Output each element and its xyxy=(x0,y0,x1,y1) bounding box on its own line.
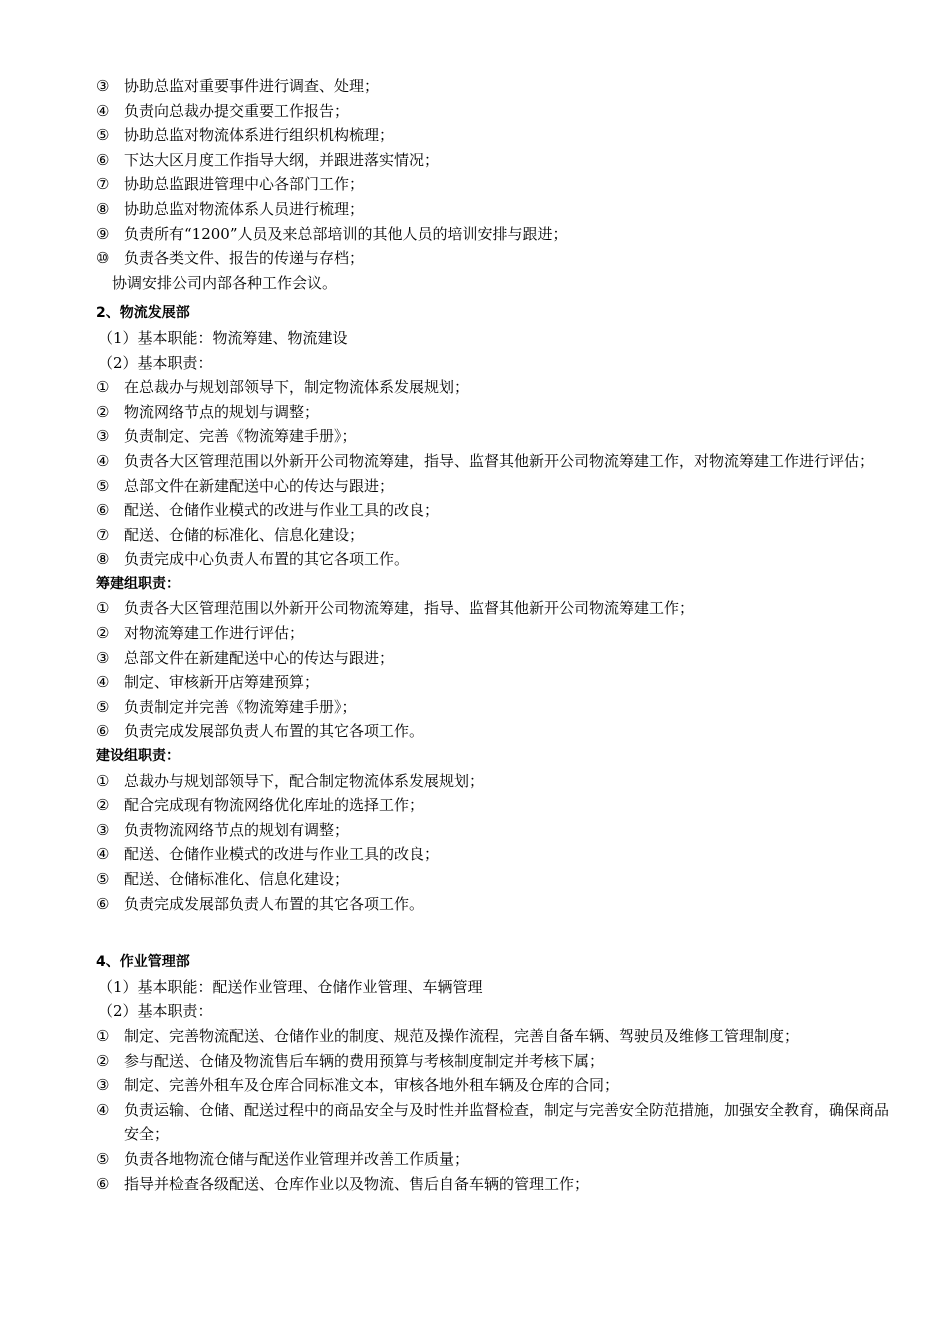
item-text: 总部文件在新建配送中心的传达与跟进； xyxy=(124,648,395,667)
item-marker: ⑥ xyxy=(96,894,110,913)
item-text: 在总裁办与规划部领导下，制定物流体系发展规划； xyxy=(124,378,470,397)
list-item xyxy=(96,842,896,867)
item-text: 协助总监对物流体系进行组织机构梳理； xyxy=(124,126,395,145)
list-item xyxy=(96,523,896,548)
section2 xyxy=(96,301,896,572)
item-text: 负责物流网络节点的规划有调整； xyxy=(124,820,350,839)
list-item xyxy=(96,1049,896,1074)
item-text: 指导并检查各级配送、仓库作业以及物流、售后自备车辆的管理工作； xyxy=(124,1174,590,1193)
list-item xyxy=(96,719,896,744)
item-marker: ⑤ xyxy=(96,476,110,495)
basic-function: （1）基本职能：物流筹建、物流建设 xyxy=(98,328,348,347)
section-heading: 4、作业管理部 xyxy=(96,954,190,971)
item-marker: ① xyxy=(96,771,110,790)
item-marker: ⑩ xyxy=(96,249,110,268)
list-item xyxy=(96,646,896,671)
list-item xyxy=(96,246,896,271)
item-marker: ④ xyxy=(96,845,110,864)
list-item xyxy=(96,449,896,474)
list-item xyxy=(96,99,896,124)
item-marker: ① xyxy=(96,1026,110,1045)
item-marker: ③ xyxy=(96,820,110,839)
item-marker: ④ xyxy=(96,101,110,120)
item-marker: ② xyxy=(96,796,110,815)
item-text: 负责完成发展部负责人布置的其它各项工作。 xyxy=(124,722,425,741)
list-item xyxy=(96,818,896,843)
item-text: 配送、仓储作业模式的改进与作业工具的改良； xyxy=(124,845,440,864)
item-text: 负责运输、仓储、配送过程中的商品安全与及时性并监督检查，制定与完善安全防范措施，加强安全教育，确保商品安全； xyxy=(124,1100,890,1144)
list-item xyxy=(96,474,896,499)
document-page xyxy=(96,74,896,1196)
group-prep xyxy=(96,572,896,744)
basic-duty: （2）基本职责： xyxy=(98,353,213,372)
item-text: 总部文件在新建配送中心的传达与跟进； xyxy=(124,476,395,495)
item-text: 物流网络节点的规划与调整； xyxy=(124,402,320,421)
item-text: 制定、完善外租车及仓库合同标准文本，审核各地外租车辆及仓库的合同； xyxy=(124,1076,620,1095)
section1-list xyxy=(96,74,896,295)
list-item xyxy=(96,695,896,720)
list-item xyxy=(96,670,896,695)
item-text: 负责完成中心负责人布置的其它各项工作。 xyxy=(124,550,410,569)
list-item xyxy=(96,1172,896,1197)
item-text: 负责各大区管理范围以外新开公司物流筹建，指导、监督其他新开公司物流筹建工作，对物流筹建工作进行评估； xyxy=(124,451,875,470)
item-text: 负责向总裁办提交重要工作报告； xyxy=(124,101,350,120)
list-item xyxy=(96,793,896,818)
item-text: 对物流筹建工作进行评估； xyxy=(124,624,305,643)
item-marker: ⑨ xyxy=(96,224,110,243)
list-item xyxy=(96,1098,896,1147)
list-item xyxy=(96,222,896,247)
item-marker: ④ xyxy=(96,673,110,692)
item-text: 负责所有“1200”人员及来总部培训的其他人员的培训安排与跟进； xyxy=(124,224,568,243)
item-marker: ② xyxy=(96,402,110,421)
item-marker: ① xyxy=(96,599,110,618)
extra-line: 协调安排公司内部各种工作会议。 xyxy=(112,273,338,292)
list-item xyxy=(96,498,896,523)
list-item xyxy=(96,148,896,173)
item-text: 总裁办与规划部领导下，配合制定物流体系发展规划； xyxy=(124,771,485,790)
item-marker: ⑥ xyxy=(96,150,110,169)
item-marker: ④ xyxy=(96,1100,110,1119)
item-marker: ③ xyxy=(96,427,110,446)
list-item xyxy=(96,867,896,892)
item-text: 配送、仓储的标准化、信息化建设； xyxy=(124,525,365,544)
item-text: 下达大区月度工作指导大纲，并跟进落实情况； xyxy=(124,150,440,169)
item-marker: ⑤ xyxy=(96,126,110,145)
section4 xyxy=(96,950,896,1196)
list-item xyxy=(96,172,896,197)
list-item xyxy=(96,1024,896,1049)
item-text: 协助总监跟进管理中心各部门工作； xyxy=(124,175,365,194)
item-marker: ① xyxy=(96,378,110,397)
item-text: 负责各地物流仓储与配送作业管理并改善工作质量； xyxy=(124,1149,470,1168)
item-marker: ④ xyxy=(96,451,110,470)
group-heading: 筹建组职责： xyxy=(96,575,180,592)
item-marker: ② xyxy=(96,1051,110,1070)
list-item xyxy=(96,621,896,646)
section-heading: 2、物流发展部 xyxy=(96,305,190,322)
item-marker: ⑤ xyxy=(96,870,110,888)
item-marker: ⑥ xyxy=(96,1174,110,1193)
list-item xyxy=(96,424,896,449)
list-item xyxy=(96,892,896,917)
item-text: 协助总监对重要事件进行调查、处理； xyxy=(124,77,380,95)
basic-function: （1）基本职能：配送作业管理、仓储作业管理、车辆管理 xyxy=(98,977,483,996)
item-text: 负责制定并完善《物流筹建手册》； xyxy=(124,697,357,716)
list-item xyxy=(96,375,896,400)
item-marker: ⑦ xyxy=(96,525,110,544)
list-item xyxy=(96,547,896,572)
basic-duty: （2）基本职责： xyxy=(98,1002,213,1021)
item-marker: ⑦ xyxy=(96,175,110,194)
item-text: 制定、完善物流配送、仓储作业的制度、规范及操作流程，完善自备车辆、驾驶员及维修工管理制度； xyxy=(124,1026,800,1045)
list-item xyxy=(96,197,896,222)
spacer xyxy=(96,916,896,950)
list-item xyxy=(96,769,896,794)
item-marker: ③ xyxy=(96,648,110,667)
item-text: 配合完成现有物流网络优化库址的选择工作； xyxy=(124,796,425,815)
item-text: 配送、仓储作业模式的改进与作业工具的改良； xyxy=(124,501,440,520)
item-text: 参与配送、仓储及物流售后车辆的费用预算与考核制度制定并考核下属； xyxy=(124,1051,605,1070)
item-text: 负责各类文件、报告的传递与存档； xyxy=(124,249,365,268)
item-marker: ⑥ xyxy=(96,722,110,741)
group-heading: 建设组职责： xyxy=(96,748,180,765)
item-marker: ⑥ xyxy=(96,501,110,520)
item-marker: ② xyxy=(96,624,110,643)
list-item xyxy=(96,74,896,99)
item-marker: ③ xyxy=(96,1076,110,1095)
item-marker: ③ xyxy=(96,77,110,95)
item-text: 配送、仓储标准化、信息化建设； xyxy=(124,870,350,888)
item-marker: ⑧ xyxy=(96,199,110,218)
list-item xyxy=(96,400,896,425)
item-marker: ⑤ xyxy=(96,697,110,716)
list-item xyxy=(96,123,896,148)
list-item xyxy=(96,1073,896,1098)
item-text: 负责制定、完善《物流筹建手册》； xyxy=(124,427,357,446)
item-text: 负责各大区管理范围以外新开公司物流筹建，指导、监督其他新开公司物流筹建工作； xyxy=(124,599,695,618)
item-marker: ⑤ xyxy=(96,1149,110,1168)
group-build xyxy=(96,744,896,916)
item-marker: ⑧ xyxy=(96,550,110,569)
list-item xyxy=(96,1147,896,1172)
item-text: 制定、审核新开店筹建预算； xyxy=(124,673,320,692)
item-text: 负责完成发展部负责人布置的其它各项工作。 xyxy=(124,894,425,913)
item-text: 协助总监对物流体系人员进行梳理； xyxy=(124,199,365,218)
list-item xyxy=(96,596,896,621)
